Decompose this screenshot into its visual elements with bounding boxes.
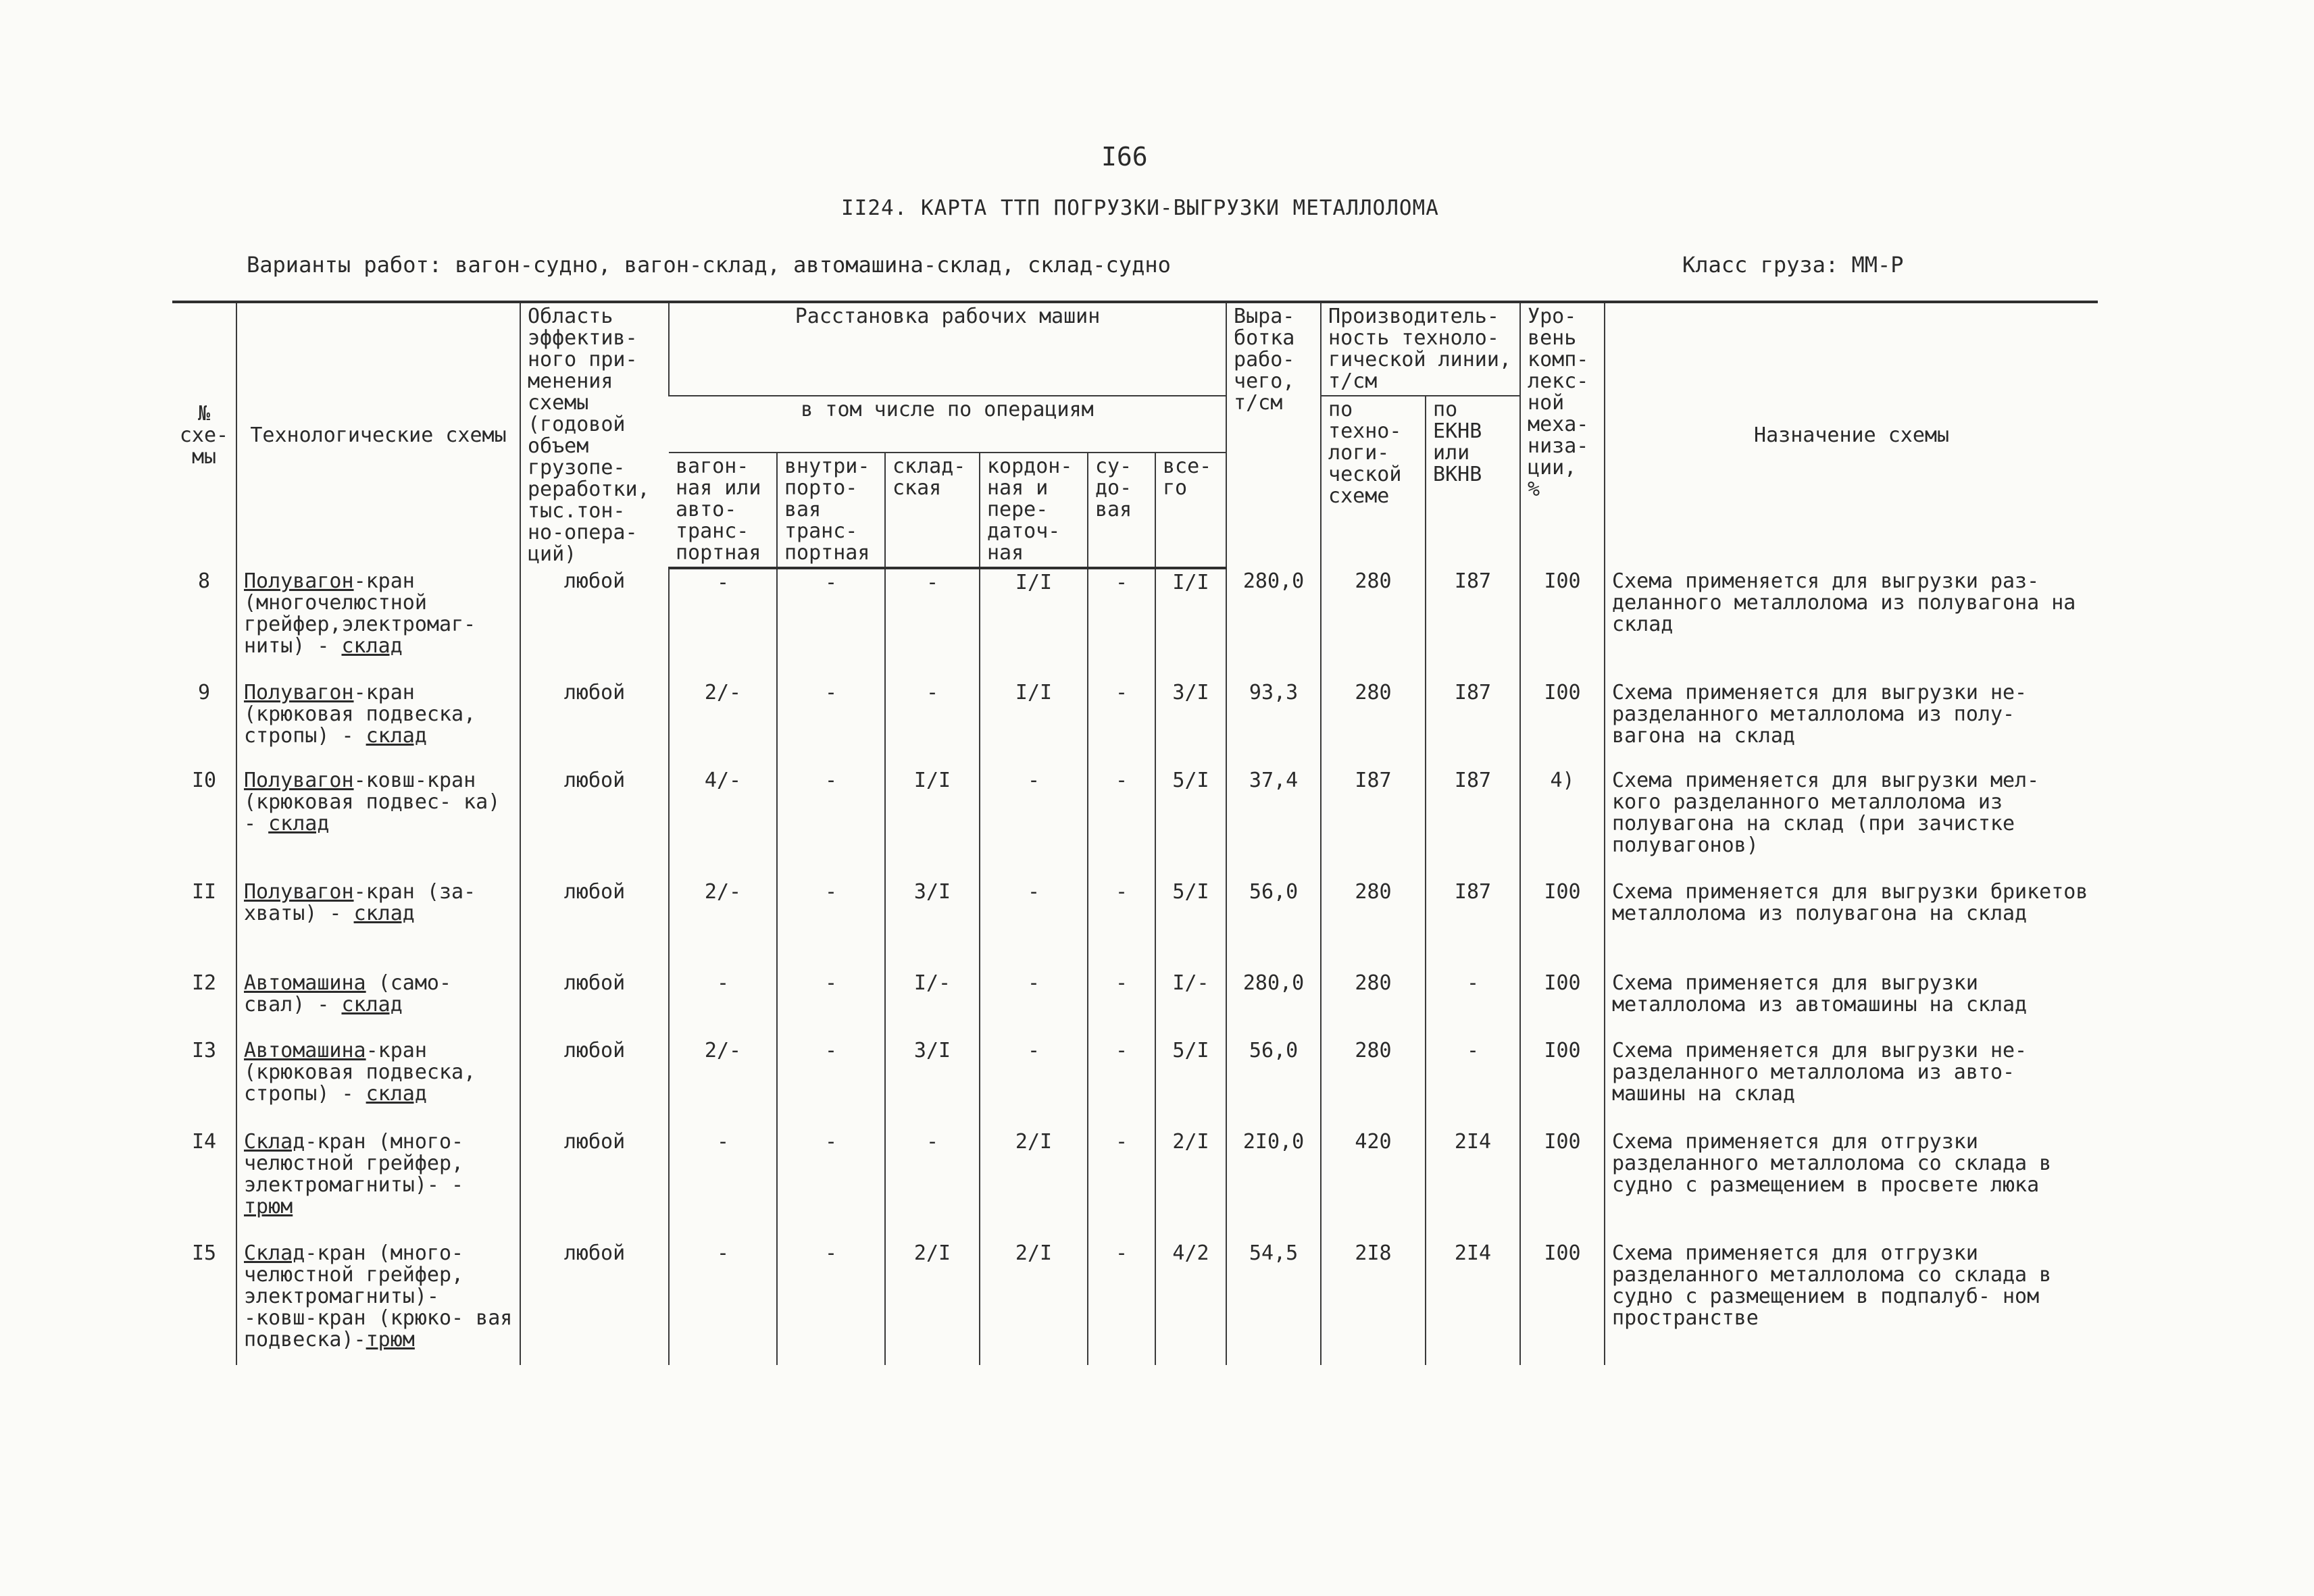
op-ship-value: - [1088, 1037, 1155, 1129]
application-area: любой [520, 1129, 669, 1240]
op-cordon-value: - [980, 879, 1088, 970]
op-wagon-value: - [669, 568, 777, 679]
scheme-number: II [191, 880, 217, 904]
scheme-purpose: Схема применяется для выгрузки брикетов металлолома из полувагона на склад [1605, 879, 2098, 970]
table-row [172, 568, 2098, 679]
op-total-value: 5/I [1155, 879, 1226, 970]
tech-scheme: Автомашина-кран (крюковая подвеска, стропы) - склад [236, 1037, 520, 1129]
op-internal-value: - [777, 1129, 885, 1240]
prod-eknv-value: I87 [1426, 568, 1520, 679]
application-area: любой [520, 679, 669, 767]
worker-output-value: 56,0 [1226, 1037, 1321, 1129]
op-warehouse-value: 2/I [885, 1240, 980, 1365]
op-cordon-value: I/I [980, 568, 1088, 679]
worker-output-value: 56,0 [1226, 879, 1321, 970]
table-row [172, 767, 2098, 879]
page-number: I66 [1101, 142, 1148, 172]
table-row [172, 1129, 2098, 1240]
op-wagon-value: - [669, 1240, 777, 1365]
op-internal-value: - [777, 970, 885, 1037]
cargo-class: Класс груза: ММ-Р [1682, 252, 1904, 278]
op-internal-value: - [777, 568, 885, 679]
header-including-operations: в том числе по операциям [669, 396, 1226, 453]
tech-scheme: Полувагон-кран (за- хваты) - склад [236, 879, 520, 970]
header-prod-by-eknv: по ЕКНВ или ВКНВ [1426, 396, 1520, 568]
table-row [172, 1240, 2098, 1365]
application-area: любой [520, 568, 669, 679]
header-tech-schemes: Технологические схемы [236, 302, 520, 568]
op-warehouse-value: - [885, 679, 980, 767]
op-cordon-value: 2/I [980, 1129, 1088, 1240]
mechanization-level-value: I00 [1520, 679, 1605, 767]
header-worker-output: Выра- ботка рабо- чего, т/см [1226, 302, 1321, 568]
scheme-number: I2 [191, 971, 217, 995]
op-total-value: 4/2 [1155, 1240, 1226, 1365]
op-internal-value: - [777, 679, 885, 767]
prod-eknv-value: - [1426, 1037, 1520, 1129]
scheme-purpose: Схема применяется для выгрузки не- разделанного металлолома из полу- вагона на склад [1605, 679, 2098, 767]
op-total-value: I/- [1155, 970, 1226, 1037]
header-op-internal: внутри- порто- вая транс- портная [777, 453, 885, 568]
header-op-wagon: вагон- ная или авто- транс- портная [669, 453, 777, 568]
header-op-ship: су- до- вая [1088, 453, 1155, 568]
mechanization-level-value: 4) [1520, 767, 1605, 879]
op-warehouse-value: - [885, 568, 980, 679]
op-total-value: I/I [1155, 568, 1226, 679]
mechanization-level-value: I00 [1520, 879, 1605, 970]
header-op-cordon: кордон- ная и пере- даточ- ная [980, 453, 1088, 568]
prod-eknv-value: I87 [1426, 767, 1520, 879]
op-wagon-value: - [669, 970, 777, 1037]
scheme-number: I5 [191, 1241, 217, 1265]
mechanization-level-value: I00 [1520, 970, 1605, 1037]
header-scheme-number: № схе- мы [172, 302, 236, 568]
header-mechanization-level: Уро- вень комп- лекс- ной меха- низа- ции, % [1520, 302, 1605, 568]
op-cordon-value: - [980, 767, 1088, 879]
table-row [172, 679, 2098, 767]
op-warehouse-value: 3/I [885, 879, 980, 970]
op-warehouse-value: I/I [885, 767, 980, 879]
scheme-purpose: Схема применяется для выгрузки металлолома из автомашины на склад [1605, 970, 2098, 1037]
prod-eknv-value: I87 [1426, 879, 1520, 970]
op-ship-value: - [1088, 1240, 1155, 1365]
op-wagon-value: 2/- [669, 679, 777, 767]
mechanization-level-value: I00 [1520, 568, 1605, 679]
prod-tech-value: 2I8 [1321, 1240, 1426, 1365]
op-wagon-value: 2/- [669, 1037, 777, 1129]
mechanization-level-value: I00 [1520, 1129, 1605, 1240]
scheme-purpose: Схема применяется для выгрузки не- разделанного металлолома из авто- машины на склад [1605, 1037, 2098, 1129]
op-internal-value: - [777, 767, 885, 879]
worker-output-value: 37,4 [1226, 767, 1321, 879]
document-title: II24. КАРТА ТТП ПОГРУЗКИ-ВЫГРУЗКИ МЕТАЛЛОЛОМА [841, 196, 1439, 220]
table-row [172, 1037, 2098, 1129]
header-op-total: все- го [1155, 453, 1226, 568]
op-ship-value: - [1088, 970, 1155, 1037]
op-cordon-value: - [980, 1037, 1088, 1129]
tech-scheme: Полувагон-кран (многочелюстной грейфер,электромаг- ниты) - склад [236, 568, 520, 679]
prod-tech-value: 280 [1321, 879, 1426, 970]
op-wagon-value: 2/- [669, 879, 777, 970]
table-row [172, 879, 2098, 970]
header-op-warehouse: склад- ская [885, 453, 980, 568]
op-internal-value: - [777, 1240, 885, 1365]
table-row [172, 970, 2098, 1037]
op-warehouse-value: I/- [885, 970, 980, 1037]
tech-scheme: Склад-кран (много- челюстной грейфер, электромагниты)- -ковш-кран (крюко- вая подвеска)-трюм [236, 1240, 520, 1365]
mechanization-level-value: I00 [1520, 1037, 1605, 1129]
op-total-value: 5/I [1155, 1037, 1226, 1129]
op-ship-value: - [1088, 679, 1155, 767]
application-area: любой [520, 879, 669, 970]
prod-eknv-value: 2I4 [1426, 1240, 1520, 1365]
work-variants: Варианты работ: вагон-судно, вагон-склад, автомашина-склад, склад-судно [247, 252, 1171, 278]
prod-tech-value: 280 [1321, 1037, 1426, 1129]
op-ship-value: - [1088, 767, 1155, 879]
op-ship-value: - [1088, 568, 1155, 679]
scheme-number: I3 [191, 1039, 217, 1062]
worker-output-value: 280,0 [1226, 970, 1321, 1037]
worker-output-value: 2I0,0 [1226, 1129, 1321, 1240]
scheme-purpose: Схема применяется для отгрузки разделанного металлолома со склада в судно с размещением в подпалуб- ном пространстве [1605, 1240, 2098, 1365]
op-ship-value: - [1088, 1129, 1155, 1240]
prod-eknv-value: 2I4 [1426, 1129, 1520, 1240]
op-cordon-value: 2/I [980, 1240, 1088, 1365]
header-application-area: Область эффектив- ного при- менения схемы (годовой объем грузопе- реработки, тыс.тон- но-опера- ций) [520, 302, 669, 568]
worker-output-value: 280,0 [1226, 568, 1321, 679]
prod-eknv-value: I87 [1426, 679, 1520, 767]
application-area: любой [520, 970, 669, 1037]
scheme-number: I0 [191, 769, 217, 792]
prod-tech-value: 280 [1321, 970, 1426, 1037]
scheme-purpose: Схема применяется для выгрузки раз- деланного металлолома из полувагона на склад [1605, 568, 2098, 679]
prod-eknv-value: - [1426, 970, 1520, 1037]
header-machine-placement: Расстановка рабочих машин [669, 302, 1226, 396]
op-wagon-value: 4/- [669, 767, 777, 879]
scheme-purpose: Схема применяется для выгрузки мел- кого разделанного металлолома из полувагона на склад (при зачистке полувагонов) [1605, 767, 2098, 879]
header-scheme-purpose: Назначение схемы [1605, 302, 2098, 568]
header-productivity: Производитель- ность техноло- гической линии, т/см [1321, 302, 1520, 396]
prod-tech-value: 280 [1321, 568, 1426, 679]
op-cordon-value: - [980, 970, 1088, 1037]
op-total-value: 5/I [1155, 767, 1226, 879]
header-prod-by-tech: по техно- логи- ческой схеме [1321, 396, 1426, 568]
op-internal-value: - [777, 879, 885, 970]
tech-scheme: Склад-кран (много- челюстной грейфер, электромагниты)- - трюм [236, 1129, 520, 1240]
op-total-value: 2/I [1155, 1129, 1226, 1240]
prod-tech-value: I87 [1321, 767, 1426, 879]
application-area: любой [520, 1240, 669, 1365]
ttp-table [172, 301, 2098, 1365]
worker-output-value: 54,5 [1226, 1240, 1321, 1365]
tech-scheme: Автомашина (само- свал) - склад [236, 970, 520, 1037]
op-cordon-value: I/I [980, 679, 1088, 767]
op-warehouse-value: - [885, 1129, 980, 1240]
scheme-number: 9 [197, 681, 211, 704]
op-internal-value: - [777, 1037, 885, 1129]
tech-scheme: Полувагон-ковш-кран (крюковая подвес- ка) - склад [236, 767, 520, 879]
op-ship-value: - [1088, 879, 1155, 970]
op-total-value: 3/I [1155, 679, 1226, 767]
application-area: любой [520, 1037, 669, 1129]
mechanization-level-value: I00 [1520, 1240, 1605, 1365]
prod-tech-value: 420 [1321, 1129, 1426, 1240]
prod-tech-value: 280 [1321, 679, 1426, 767]
tech-scheme: Полувагон-кран (крюковая подвеска, стропы) - склад [236, 679, 520, 767]
worker-output-value: 93,3 [1226, 679, 1321, 767]
scheme-number: 8 [197, 569, 211, 593]
op-wagon-value: - [669, 1129, 777, 1240]
application-area: любой [520, 767, 669, 879]
scheme-purpose: Схема применяется для отгрузки разделанного металлолома со склада в судно с размещением в просвете люка [1605, 1129, 2098, 1240]
scheme-number: I4 [191, 1130, 217, 1154]
op-warehouse-value: 3/I [885, 1037, 980, 1129]
